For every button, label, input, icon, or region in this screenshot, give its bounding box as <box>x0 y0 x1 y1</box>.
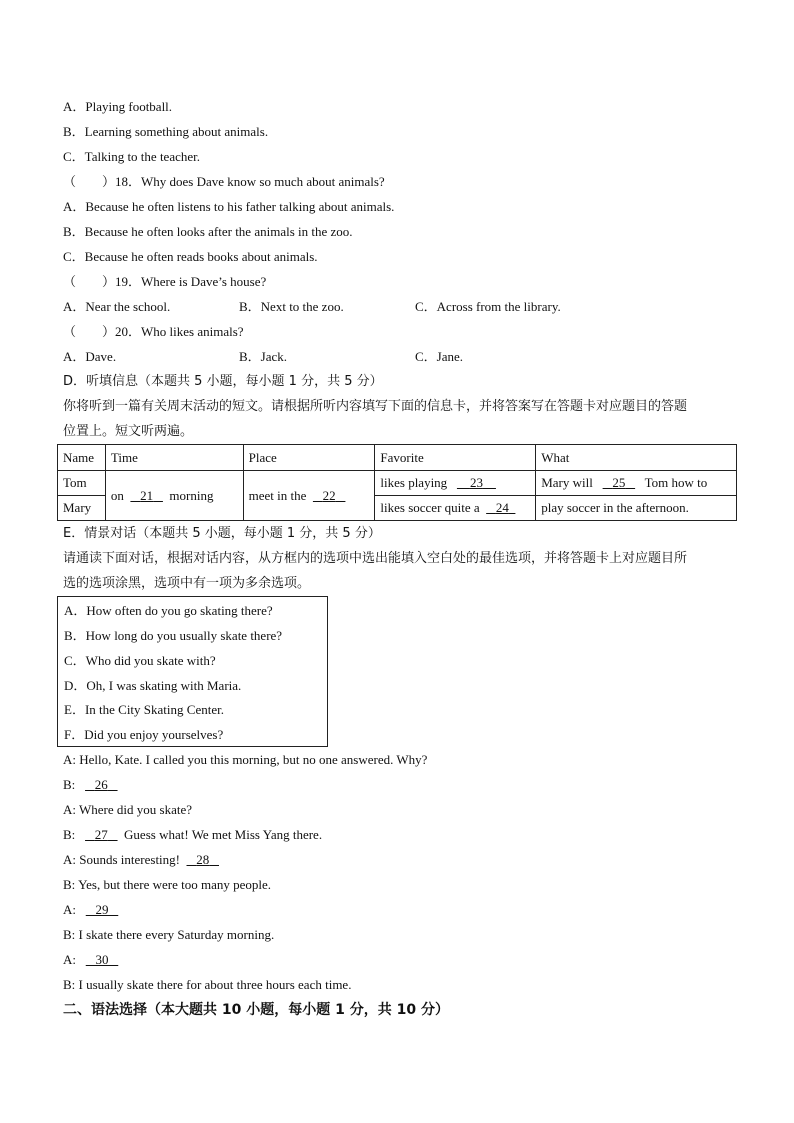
q17-option-a: A．Playing football. <box>63 99 173 114</box>
info-card-table <box>57 444 737 521</box>
blank-25[interactable]: 25 <box>612 475 626 490</box>
q20-option-a: A．Dave. <box>63 349 117 364</box>
time-cell: on 21 morning <box>105 471 243 521</box>
header-time: Time <box>105 445 243 471</box>
header-favorite: Favorite <box>375 445 536 471</box>
dialogue-line-5: A: Sounds interesting! 28 <box>63 852 219 868</box>
dialogue-line-3: A: Where did you skate? <box>63 802 192 817</box>
section-d-title: D．听填信息（本题共 5 小题，每小题 1 分，共 5 分） <box>63 374 383 389</box>
header-place: Place <box>243 445 375 471</box>
section-e-instruction-2: 选的选项涂黑，选项中有一项为多余选项。 <box>63 576 311 591</box>
header-what: What <box>536 445 737 471</box>
what-line-1: Mary will 25 Tom how to <box>536 471 737 496</box>
blank-24[interactable]: 24 <box>495 500 509 515</box>
dialogue-line-7: A: 29 <box>63 902 118 918</box>
blank-30[interactable]: 30 <box>95 952 109 967</box>
q18-option-b: B．Because he often looks after the animals in the zoo. <box>63 224 353 239</box>
blank-29[interactable]: 29 <box>95 902 109 917</box>
q19-option-a: A．Near the school. <box>63 299 171 314</box>
what-line-2: play soccer in the afternoon. <box>536 496 737 521</box>
q19-stem: （ ）19．Where is Dave’s house? <box>63 274 267 289</box>
q18-stem: （ ）18．Why does Dave know so much about animals? <box>63 174 385 189</box>
section-d-instruction-2: 位置上。短文听两遍。 <box>63 424 194 439</box>
table-header-row <box>58 445 737 471</box>
table-row-tom <box>58 471 737 496</box>
q18-option-c: C．Because he often reads books about animals. <box>63 249 318 264</box>
blank-28[interactable]: 28 <box>196 852 210 867</box>
box-option-d: D．Oh, I was skating with Maria. <box>64 678 242 693</box>
q19-option-c: C．Across from the library. <box>415 299 561 314</box>
name-mary: Mary <box>58 496 106 521</box>
box-option-f: F．Did you enjoy yourselves? <box>64 727 224 742</box>
section-e-instruction-1: 请通读下面对话，根据对话内容，从方框内的选项中选出能填入空白处的最佳选项，并将答题卡上对应题目所 <box>63 551 688 566</box>
dialogue-line-9: A: 30 <box>63 952 118 968</box>
dialogue-line-6: B: Yes, but there were too many people. <box>63 877 271 892</box>
section-d-instruction-1: 你将听到一篇有关周末活动的短文。请根据所听内容填写下面的信息卡，并将答案写在答题卡对应题目的答题 <box>63 399 688 414</box>
q20-stem: （ ）20．Who likes animals? <box>63 324 244 339</box>
dialogue-line-2: B: 26 <box>63 777 118 793</box>
section-e-title: E．情景对话（本题共 5 小题，每小题 1 分，共 5 分） <box>63 526 381 541</box>
blank-22[interactable]: 22 <box>322 487 336 503</box>
q20-option-c: C．Jane. <box>415 349 464 364</box>
q20-option-b: B．Jack. <box>239 349 288 364</box>
section-2-title: 二、语法选择（本大题共 10 小题，每小题 1 分，共 10 分） <box>63 1002 449 1018</box>
q17-option-b: B．Learning something about animals. <box>63 124 269 139</box>
blank-23[interactable]: 23 <box>469 475 483 490</box>
box-option-b: B．How long do you usually skate there? <box>64 628 283 643</box>
place-cell: meet in the 22 <box>243 471 375 521</box>
box-option-a: A．How often do you go skating there? <box>64 603 273 618</box>
name-tom: Tom <box>58 471 106 496</box>
q19-option-b: B．Next to the zoo. <box>239 299 344 314</box>
box-option-e: E．In the City Skating Center. <box>64 702 224 717</box>
dialogue-line-4: B: 27 Guess what! We met Miss Yang there. <box>63 827 323 842</box>
dialogue-line-8: B: I skate there every Saturday morning. <box>63 927 275 942</box>
q17-option-c: C．Talking to the teacher. <box>63 149 200 164</box>
options-box <box>57 596 328 747</box>
dialogue-line-10: B: I usually skate there for about three hours each time. <box>63 977 352 992</box>
box-option-c: C．Who did you skate with? <box>64 653 216 668</box>
favorite-mary: likes soccer quite a 24 <box>375 496 536 521</box>
dialogue-line-1: A: Hello, Kate. I called you this morning, but no one answered. Why? <box>63 752 428 767</box>
favorite-tom: likes playing 23 <box>375 471 536 496</box>
q18-option-a: A．Because he often listens to his father talking about animals. <box>63 199 395 214</box>
blank-21[interactable]: 21 <box>140 487 154 503</box>
blank-26[interactable]: 26 <box>94 777 108 792</box>
blank-27[interactable]: 27 <box>94 827 108 842</box>
header-name: Name <box>58 445 106 471</box>
